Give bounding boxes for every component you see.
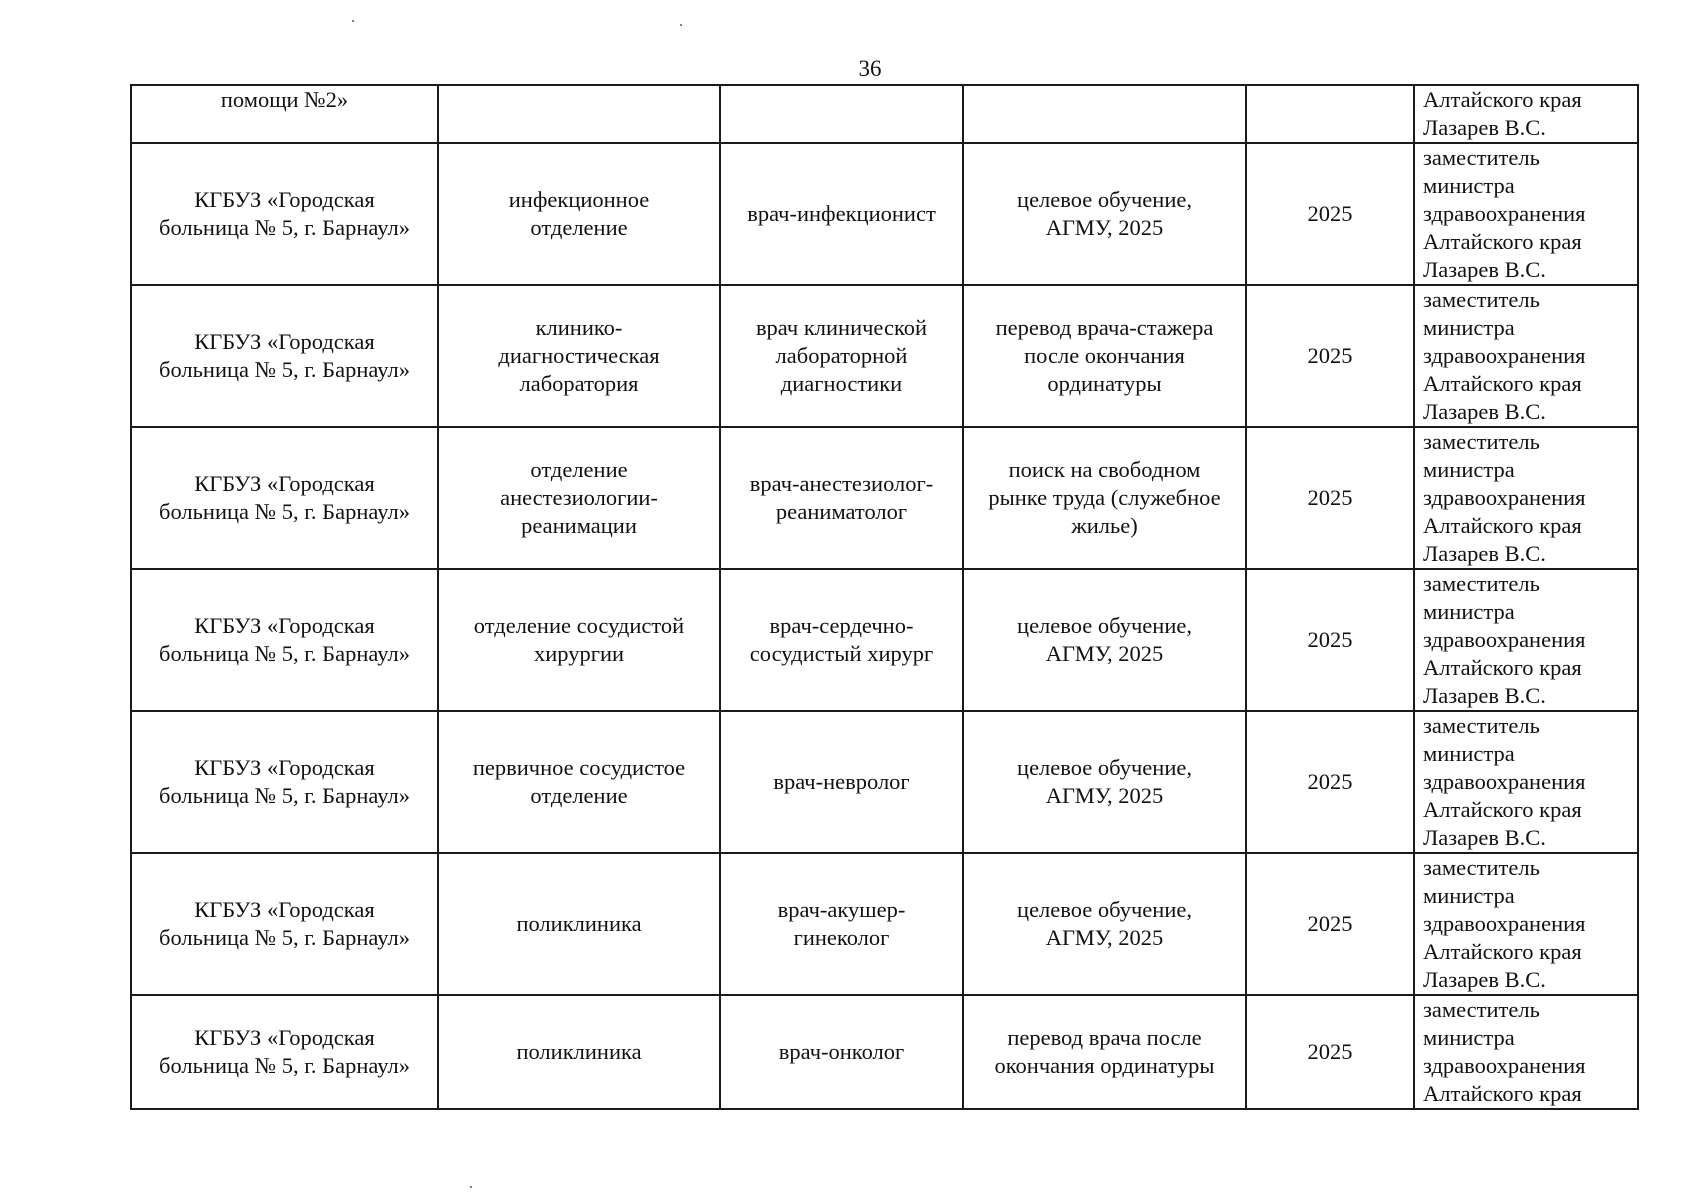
cell-responsible bbox=[1414, 569, 1638, 711]
cell-line: клинико- bbox=[535, 315, 623, 340]
cell-organization bbox=[131, 427, 438, 569]
cell-line: рынке труда (служебное bbox=[988, 485, 1221, 510]
cell-line: гинеколог bbox=[793, 925, 890, 950]
cell-line: реанимации bbox=[521, 513, 637, 538]
cell-line: КГБУЗ «Городская bbox=[194, 613, 375, 638]
cell-line: поликлиника bbox=[516, 911, 642, 936]
cell-line: Лазарев В.С. bbox=[1423, 683, 1546, 708]
cell-line: Лазарев В.С. bbox=[1423, 257, 1546, 282]
cell-line: целевое обучение, bbox=[1017, 897, 1192, 922]
cell-position bbox=[720, 427, 963, 569]
cell-line: инфекционное bbox=[508, 187, 650, 212]
scan-speck bbox=[352, 20, 354, 22]
cell-line: КГБУЗ «Городская bbox=[194, 329, 375, 354]
cell-position bbox=[720, 85, 963, 143]
cell-line: Алтайского края bbox=[1423, 513, 1582, 538]
cell-line: заместитель bbox=[1423, 713, 1540, 738]
page-number: 36 bbox=[858, 56, 882, 81]
cell-line: АГМУ, 2025 bbox=[1045, 215, 1164, 240]
cell-line: Лазарев В.С. bbox=[1423, 967, 1546, 992]
cell-line: Алтайского края bbox=[1423, 939, 1582, 964]
cell-line: жилье) bbox=[1071, 513, 1138, 538]
cell-method bbox=[963, 853, 1246, 995]
cell-organization bbox=[131, 85, 438, 143]
cell-line: больница № 5, г. Барнаул» bbox=[159, 357, 410, 382]
cell-position bbox=[720, 143, 963, 285]
cell-method bbox=[963, 427, 1246, 569]
cell-method bbox=[963, 569, 1246, 711]
cell-line: министра bbox=[1423, 883, 1515, 908]
cell-line: Алтайского края bbox=[1423, 371, 1582, 396]
scan-speck bbox=[680, 24, 682, 26]
cell-method bbox=[963, 995, 1246, 1109]
cell-line: врач-инфекционист bbox=[747, 201, 936, 226]
cell-position bbox=[720, 711, 963, 853]
cell-department bbox=[438, 285, 720, 427]
table-row bbox=[131, 995, 1638, 1109]
cell-organization bbox=[131, 569, 438, 711]
cell-line: здравоохранения bbox=[1423, 769, 1586, 794]
cell-line: поликлиника bbox=[516, 1039, 642, 1064]
table-row bbox=[131, 853, 1638, 995]
cell-responsible bbox=[1414, 285, 1638, 427]
cell-position bbox=[720, 853, 963, 995]
cell-method bbox=[963, 711, 1246, 853]
cell-line: заместитель bbox=[1423, 429, 1540, 454]
cell-line: врач-акушер- bbox=[777, 897, 906, 922]
cell-line: здравоохранения bbox=[1423, 343, 1586, 368]
cell-line: перевод врача после bbox=[1007, 1025, 1202, 1050]
cell-line: диагностическая bbox=[498, 343, 660, 368]
table-row bbox=[131, 427, 1638, 569]
table-row-continued bbox=[131, 85, 1638, 143]
cell-line: врач клинической bbox=[755, 315, 928, 340]
cell-line: заместитель bbox=[1423, 571, 1540, 596]
cell-department bbox=[438, 853, 720, 995]
cell-line: врач-невролог bbox=[773, 769, 910, 794]
cell-line: больница № 5, г. Барнаул» bbox=[159, 925, 410, 950]
cell-line: поиск на свободном bbox=[1008, 457, 1201, 482]
cell-line: врач-анестезиолог- bbox=[749, 471, 934, 496]
cell-line: реаниматолог bbox=[775, 499, 908, 524]
cell-position bbox=[720, 569, 963, 711]
cell-line: окончания ординатуры bbox=[994, 1053, 1215, 1078]
cell-line: лаборатория bbox=[519, 371, 639, 396]
table-row bbox=[131, 569, 1638, 711]
cell-responsible bbox=[1414, 995, 1638, 1109]
cell-line: АГМУ, 2025 bbox=[1045, 925, 1164, 950]
cell-organization bbox=[131, 285, 438, 427]
cell-line: министра bbox=[1423, 599, 1515, 624]
cell-year: 2025 bbox=[1246, 427, 1414, 569]
cell-line: больница № 5, г. Барнаул» bbox=[159, 215, 410, 240]
cell-line: Алтайского края bbox=[1423, 87, 1582, 112]
cell-line: диагностики bbox=[780, 371, 903, 396]
cell-line: КГБУЗ «Городская bbox=[194, 187, 375, 212]
cell-line: больница № 5, г. Барнаул» bbox=[159, 499, 410, 524]
cell-line: помощи №2» bbox=[220, 87, 349, 112]
cell-line: больница № 5, г. Барнаул» bbox=[159, 1053, 410, 1078]
cell-line: отделение bbox=[530, 457, 628, 482]
cell-line: после окончания bbox=[1024, 343, 1185, 368]
cell-line: заместитель bbox=[1423, 855, 1540, 880]
cell-line: здравоохранения bbox=[1423, 485, 1586, 510]
cell-method bbox=[963, 85, 1246, 143]
cell-line: врач-сердечно- bbox=[769, 613, 914, 638]
cell-line: Лазарев В.С. bbox=[1423, 115, 1546, 140]
cell-line: Лазарев В.С. bbox=[1423, 399, 1546, 424]
cell-year: 2025 bbox=[1246, 285, 1414, 427]
cell-line: здравоохранения bbox=[1423, 1053, 1586, 1078]
cell-line: Алтайского края bbox=[1423, 1081, 1582, 1106]
cell-department bbox=[438, 569, 720, 711]
cell-line: заместитель bbox=[1423, 287, 1540, 312]
table-row bbox=[131, 285, 1638, 427]
cell-line: целевое обучение, bbox=[1017, 187, 1192, 212]
cell-line: Алтайского края bbox=[1423, 655, 1582, 680]
cell-year bbox=[1246, 85, 1414, 143]
cell-responsible bbox=[1414, 427, 1638, 569]
cell-line: отделение сосудистой bbox=[473, 613, 685, 638]
cell-line: здравоохранения bbox=[1423, 201, 1586, 226]
cell-department bbox=[438, 85, 720, 143]
cell-line: АГМУ, 2025 bbox=[1045, 641, 1164, 666]
cell-department bbox=[438, 995, 720, 1109]
cell-year: 2025 bbox=[1246, 995, 1414, 1109]
cell-line: заместитель bbox=[1423, 997, 1540, 1022]
cell-line: больница № 5, г. Барнаул» bbox=[159, 783, 410, 808]
cell-year: 2025 bbox=[1246, 569, 1414, 711]
cell-line: заместитель bbox=[1423, 145, 1540, 170]
cell-line: перевод врача-стажера bbox=[995, 315, 1214, 340]
cell-line: КГБУЗ «Городская bbox=[194, 755, 375, 780]
cell-line: сосудистый хирург bbox=[749, 641, 934, 666]
cell-line: АГМУ, 2025 bbox=[1045, 783, 1164, 808]
cell-method bbox=[963, 285, 1246, 427]
cell-line: министра bbox=[1423, 315, 1515, 340]
cell-line: министра bbox=[1423, 741, 1515, 766]
cell-line: здравоохранения bbox=[1423, 627, 1586, 652]
cell-responsible bbox=[1414, 143, 1638, 285]
cell-method bbox=[963, 143, 1246, 285]
cell-line: Лазарев В.С. bbox=[1423, 825, 1546, 850]
cell-line: Лазарев В.С. bbox=[1423, 541, 1546, 566]
cell-position bbox=[720, 285, 963, 427]
cell-line: хирургии bbox=[533, 641, 625, 666]
cell-organization bbox=[131, 853, 438, 995]
cell-line: Алтайского края bbox=[1423, 229, 1582, 254]
cell-line: КГБУЗ «Городская bbox=[194, 897, 375, 922]
cell-responsible bbox=[1414, 711, 1638, 853]
cell-department bbox=[438, 711, 720, 853]
cell-organization bbox=[131, 711, 438, 853]
cell-department bbox=[438, 143, 720, 285]
cell-line: министра bbox=[1423, 173, 1515, 198]
cell-responsible bbox=[1414, 85, 1638, 143]
cell-year: 2025 bbox=[1246, 143, 1414, 285]
cell-line: министра bbox=[1423, 457, 1515, 482]
cell-department bbox=[438, 427, 720, 569]
table-row bbox=[131, 143, 1638, 285]
cell-line: лабораторной bbox=[775, 343, 908, 368]
cell-line: КГБУЗ «Городская bbox=[194, 471, 375, 496]
cell-line: анестезиологии- bbox=[500, 485, 658, 510]
table-body bbox=[131, 85, 1638, 1109]
staffing-table bbox=[130, 84, 1639, 1110]
cell-line: КГБУЗ «Городская bbox=[194, 1025, 375, 1050]
cell-line: больница № 5, г. Барнаул» bbox=[159, 641, 410, 666]
cell-organization bbox=[131, 143, 438, 285]
cell-line: ординатуры bbox=[1047, 371, 1162, 396]
cell-year: 2025 bbox=[1246, 711, 1414, 853]
scan-speck bbox=[470, 1186, 472, 1188]
cell-line: целевое обучение, bbox=[1017, 613, 1192, 638]
cell-responsible bbox=[1414, 853, 1638, 995]
table-row bbox=[131, 711, 1638, 853]
cell-line: Алтайского края bbox=[1423, 797, 1582, 822]
cell-line: отделение bbox=[530, 215, 628, 240]
cell-year: 2025 bbox=[1246, 853, 1414, 995]
cell-line: первичное сосудистое bbox=[472, 755, 686, 780]
cell-line: отделение bbox=[530, 783, 628, 808]
cell-organization bbox=[131, 995, 438, 1109]
cell-line: министра bbox=[1423, 1025, 1515, 1050]
cell-line: целевое обучение, bbox=[1017, 755, 1192, 780]
cell-position bbox=[720, 995, 963, 1109]
cell-line: здравоохранения bbox=[1423, 911, 1586, 936]
cell-line: врач-онколог bbox=[778, 1039, 905, 1064]
